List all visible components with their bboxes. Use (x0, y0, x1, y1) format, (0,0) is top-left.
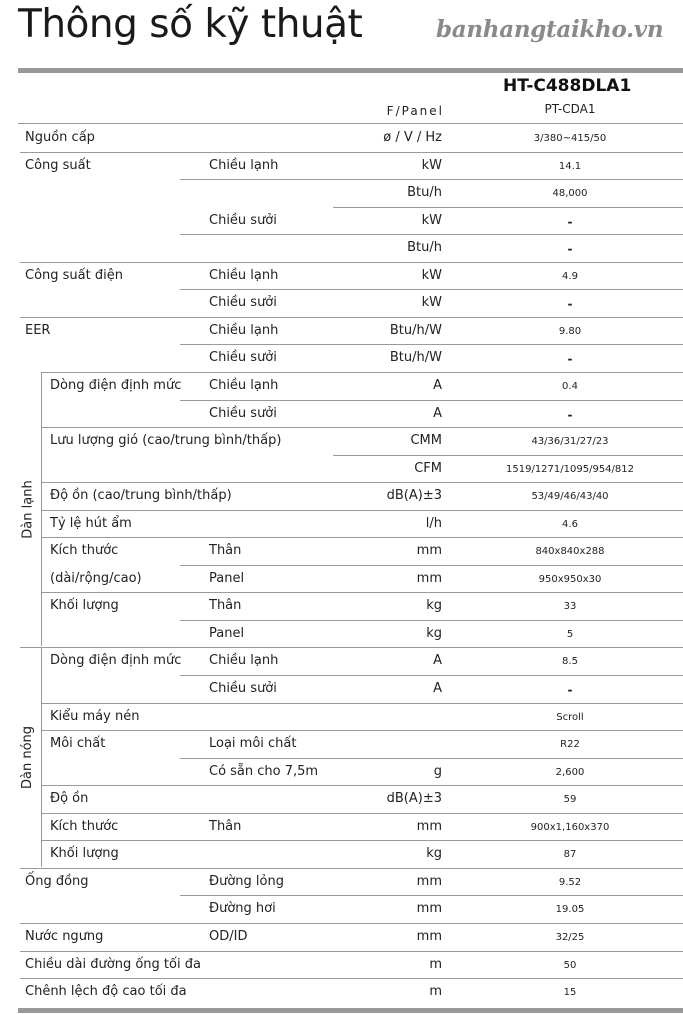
row-label: Nguồn cấp (25, 130, 95, 145)
row-divider (333, 207, 683, 208)
row-label: Khối lượng (50, 598, 119, 614)
row-sublabel: Chiều sưởi (209, 681, 277, 696)
row-sublabel: Chiều sưởi (209, 405, 277, 421)
row-sublabel: Thân (209, 598, 242, 614)
outdoor-unit-text: Dàn nóng (20, 725, 36, 789)
model-name: HT-C488DLA1 (503, 76, 632, 96)
unit-column-header: F/Panel (386, 104, 444, 118)
row-unit: m (429, 956, 442, 972)
row-divider (42, 785, 683, 786)
row-divider (42, 813, 683, 814)
row-sublabel: Chiều sưởi (209, 212, 277, 228)
row-divider (42, 372, 683, 373)
row-label: Công suất điện (25, 267, 123, 283)
row-label: Khối lượng (50, 846, 119, 862)
row-value: 4.6 (562, 518, 578, 530)
row-unit: mm (416, 901, 442, 917)
row-unit: l/h (425, 515, 442, 531)
row-sublabel: Panel (209, 570, 245, 586)
row-value: 48,000 (552, 188, 588, 200)
row-unit: CFM (414, 460, 442, 476)
row-divider (20, 262, 683, 263)
row-unit: mm (416, 928, 442, 944)
row-value: 32/25 (555, 931, 585, 943)
row-divider (42, 840, 683, 841)
row-label: Tỷ lệ hút ẩm (50, 515, 132, 531)
row-label: Độ ồn (50, 791, 89, 807)
row-unit: mm (416, 818, 442, 834)
row-divider (20, 152, 683, 153)
row-label: (dài/rộng/cao) (50, 570, 142, 586)
row-unit: Btu/h (407, 240, 442, 256)
row-label: Ống đồng (25, 873, 89, 889)
row-sublabel: Đường hơi (209, 901, 276, 917)
row-value: 900x1,160x370 (530, 821, 610, 833)
row-value: 59 (563, 794, 577, 806)
row-unit: Btu/h/W (389, 350, 442, 366)
row-value: - (567, 407, 573, 422)
row-value: 9.80 (558, 325, 582, 337)
row-divider (42, 510, 683, 511)
row-value: 15 (563, 987, 577, 999)
group-divider (41, 647, 42, 867)
row-sublabel: Chiều lạnh (209, 157, 279, 173)
row-value: 33 (563, 601, 577, 613)
row-unit: m (429, 984, 442, 1000)
row-divider (180, 565, 683, 566)
row-value: R22 (560, 739, 580, 751)
row-divider (180, 675, 683, 676)
row-sublabel: Chiều lạnh (209, 267, 279, 283)
row-unit: kW (421, 295, 442, 311)
row-value: - (567, 214, 573, 229)
row-divider (180, 400, 683, 401)
row-label: Dòng điện định mức (50, 377, 182, 393)
row-unit: CMM (410, 433, 442, 449)
row-unit: mm (416, 543, 442, 559)
bottom-rule (18, 1008, 683, 1013)
row-value: 53/49/46/43/40 (531, 491, 609, 503)
row-value: - (567, 683, 573, 697)
row-value: 3/380~415/50 (533, 133, 607, 144)
row-value: 8.5 (562, 656, 578, 668)
row-divider (20, 868, 683, 869)
row-value: 43/36/31/27/23 (531, 436, 609, 448)
row-value: 2,600 (555, 766, 585, 778)
row-unit: kg (426, 598, 442, 614)
page-title: Thông số kỹ thuật (18, 2, 363, 47)
row-divider (20, 923, 683, 924)
row-value: 19.05 (555, 904, 585, 916)
row-divider (180, 234, 683, 235)
row-sublabel: Loại môi chất (209, 736, 297, 752)
row-divider (42, 482, 683, 483)
row-unit: dB(A)±3 (386, 791, 442, 807)
row-value: 87 (563, 849, 577, 861)
row-divider (20, 951, 683, 952)
row-label: Độ ồn (cao/trung bình/thấp) (50, 488, 232, 504)
row-divider (42, 537, 683, 538)
row-value: 5 (566, 628, 574, 640)
row-sublabel: Đường lỏng (209, 873, 284, 889)
top-rule (18, 68, 683, 73)
row-divider (20, 317, 683, 318)
row-divider (333, 455, 683, 456)
row-divider (180, 895, 683, 896)
panel-model: PT-CDA1 (544, 102, 596, 116)
row-value: 0.4 (562, 380, 578, 392)
row-sublabel: Chiều lạnh (209, 653, 279, 669)
row-unit: kW (421, 157, 442, 173)
row-unit: dB(A)±3 (386, 488, 442, 504)
row-unit: Btu/h (407, 185, 442, 201)
row-label: Chênh lệch độ cao tối đa (25, 984, 187, 1000)
row-divider (42, 592, 683, 593)
row-sublabel: Chiều sưởi (209, 350, 277, 366)
row-unit: kg (426, 625, 442, 641)
row-sublabel: Chiều sưởi (209, 295, 277, 311)
row-sublabel: Panel (209, 625, 245, 641)
row-unit: A (433, 377, 442, 393)
row-unit: g (433, 763, 442, 779)
row-value: - (567, 352, 573, 367)
indoor-unit-label (20, 372, 36, 646)
row-divider (42, 703, 683, 704)
row-sublabel: Thân (209, 818, 242, 834)
row-sublabel: Chiều lạnh (209, 377, 279, 393)
row-sublabel: Chiều lạnh (209, 322, 279, 338)
indoor-unit-text: Dàn lạnh (20, 479, 36, 539)
row-unit: kW (421, 267, 442, 283)
row-value: Scroll (556, 711, 584, 723)
row-label: EER (25, 322, 51, 338)
row-divider (42, 427, 683, 428)
row-label: Chiều dài đường ống tối đa (25, 956, 201, 972)
row-unit: A (433, 653, 442, 669)
row-value: 840x840x288 (535, 546, 605, 558)
brand-watermark: banhangtaikho.vn (436, 16, 664, 43)
row-divider (180, 758, 683, 759)
row-divider (180, 289, 683, 290)
row-sublabel: Thân (209, 543, 242, 559)
row-unit: Btu/h/W (389, 322, 442, 338)
row-unit: kg (426, 846, 442, 862)
row-value: - (567, 297, 573, 312)
row-divider (42, 730, 683, 731)
row-value: - (567, 242, 573, 257)
row-divider (180, 179, 683, 180)
row-divider (180, 620, 683, 621)
row-value: 4.9 (562, 270, 578, 282)
row-unit: mm (416, 873, 442, 889)
row-label: Kiểu máy nén (50, 708, 140, 724)
row-value: 9.52 (558, 876, 582, 888)
row-value: 950x950x30 (538, 573, 602, 585)
row-value: 50 (563, 959, 577, 971)
row-label: Lưu lượng gió (cao/trung bình/thấp) (50, 433, 282, 449)
row-value: 14.1 (558, 160, 582, 172)
row-unit: ø / V / Hz (383, 130, 442, 145)
row-value: 1519/1271/1095/954/812 (506, 463, 634, 475)
row-divider (20, 647, 683, 648)
row-label: Nước ngưng (25, 928, 104, 944)
row-divider (180, 344, 683, 345)
row-unit: kW (421, 212, 442, 228)
row-divider (20, 978, 683, 979)
group-divider (41, 372, 42, 646)
row-sublabel: OD/ID (209, 928, 248, 944)
row-label: Công suất (25, 157, 91, 173)
row-unit: mm (416, 570, 442, 586)
header-divider (18, 123, 683, 124)
row-label: Dòng điện định mức (50, 653, 182, 669)
row-unit: A (433, 681, 442, 696)
outdoor-unit-label (20, 647, 36, 867)
row-sublabel: Có sẵn cho 7,5m (209, 763, 319, 779)
row-label: Kích thước (50, 818, 119, 834)
row-label: Kích thước (50, 543, 119, 559)
row-unit: A (433, 405, 442, 421)
row-label: Môi chất (50, 736, 106, 752)
